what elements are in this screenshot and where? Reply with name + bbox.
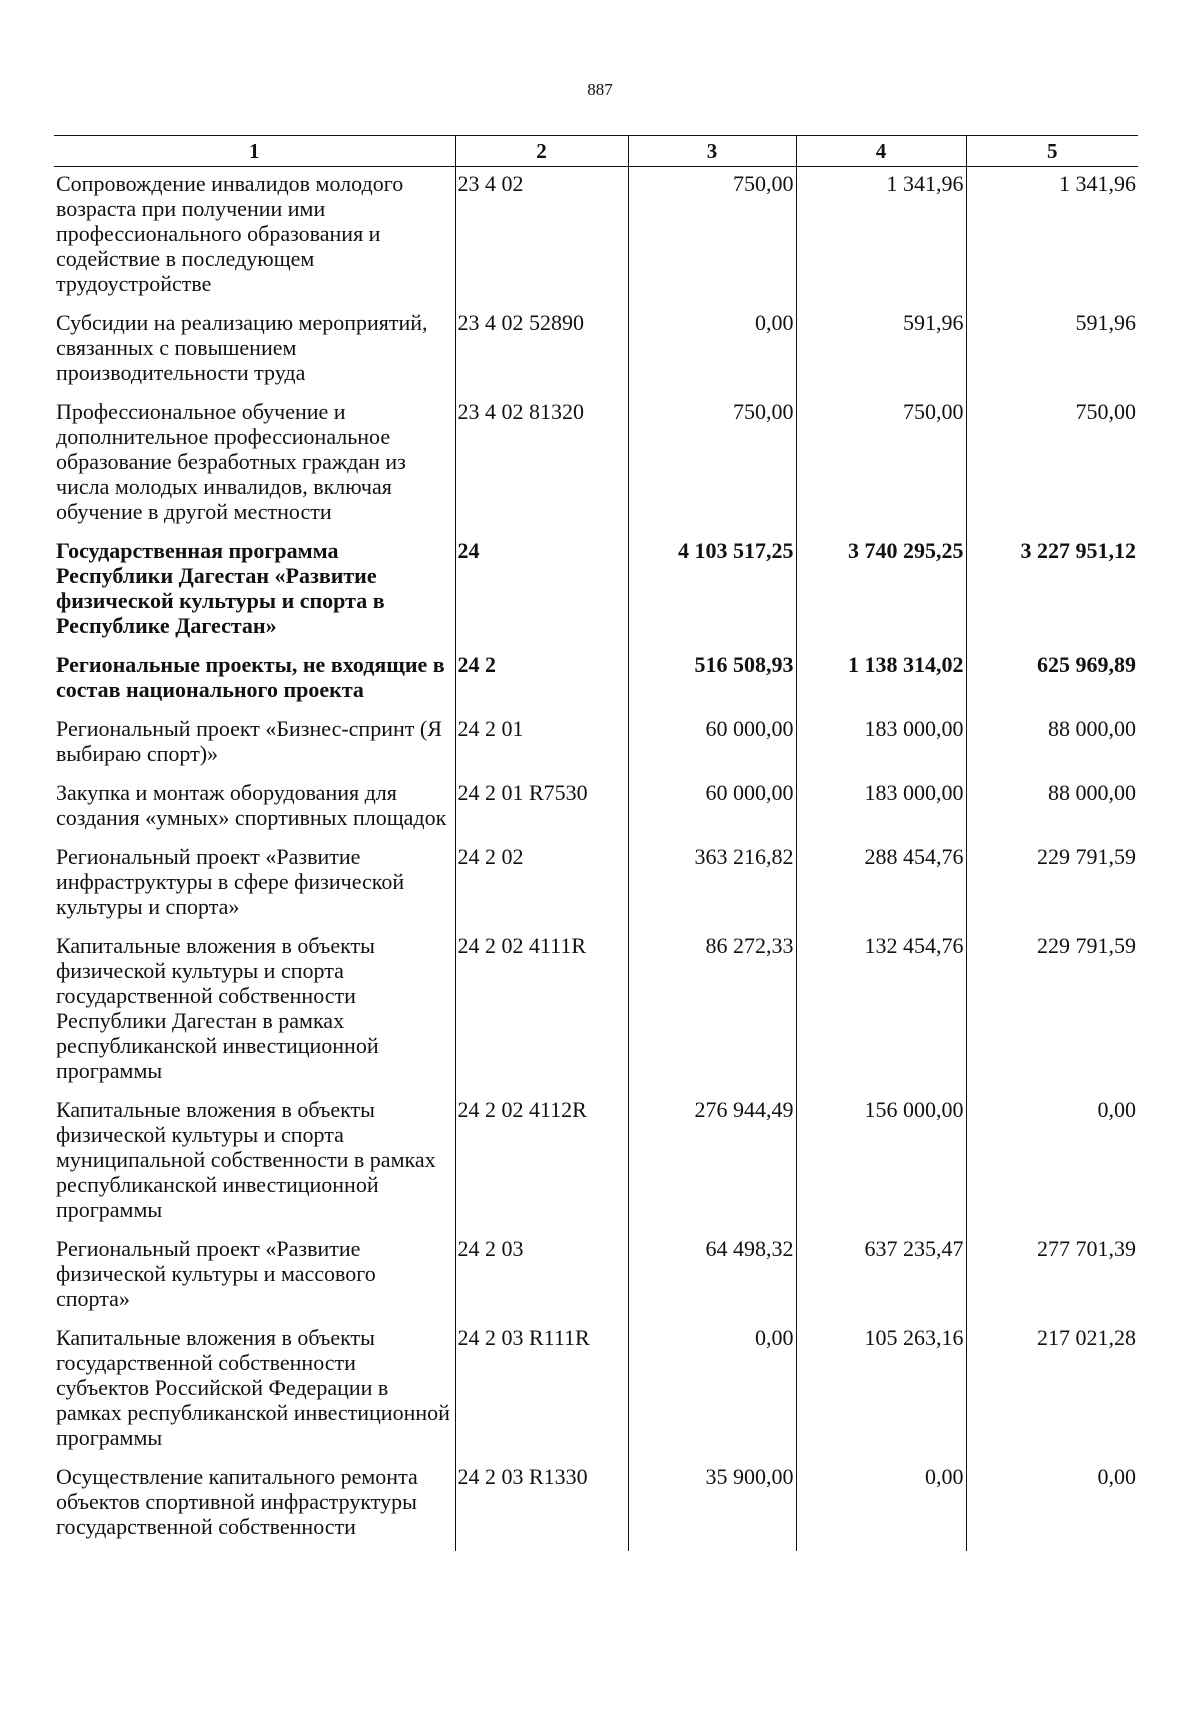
row-name: Субсидии на реализацию мероприятий, связанных с повышением производительности труда — [56, 310, 428, 385]
row-value-3: 86 272,33 — [628, 929, 796, 1093]
row-value-5: 591,96 — [966, 306, 1138, 395]
row-value-5: 229 791,59 — [966, 840, 1138, 929]
row-name: Сопровождение инвалидов молодого возраста при получении ими профессионального образования и содействие в последующем трудоустройстве — [56, 171, 404, 296]
row-value-4: 750,00 — [796, 395, 966, 534]
row-value-4: 0,00 — [796, 1460, 966, 1551]
row-value-3: 0,00 — [628, 1321, 796, 1460]
row-name: Региональный проект «Развитие инфраструктуры в сфере физической культуры и спорта» — [56, 844, 405, 919]
table-row — [54, 1093, 1138, 1232]
row-value-4: 156 000,00 — [796, 1093, 966, 1232]
column-header-code: 2 — [455, 136, 628, 167]
budget-table — [54, 135, 1138, 1551]
column-header-value-5: 5 — [966, 136, 1138, 167]
row-name: Закупка и монтаж оборудования для создания «умных» спортивных площадок — [56, 780, 447, 830]
row-name: Региональный проект «Развитие физической культуры и массового спорта» — [56, 1236, 376, 1311]
row-value-4: 637 235,47 — [796, 1232, 966, 1321]
row-name: Региональные проекты, не входящие в состав национального проекта — [56, 652, 445, 702]
row-code: 23 4 02 — [455, 167, 628, 307]
row-value-4: 132 454,76 — [796, 929, 966, 1093]
row-value-5: 229 791,59 — [966, 929, 1138, 1093]
row-value-4: 105 263,16 — [796, 1321, 966, 1460]
row-code: 23 4 02 52890 — [455, 306, 628, 395]
row-name: Государственная программа Республики Дагестан «Развитие физической культуры и спорта в Республике Дагестан» — [56, 538, 385, 638]
column-header-value-3: 3 — [628, 136, 796, 167]
row-value-3: 750,00 — [628, 395, 796, 534]
row-value-3: 35 900,00 — [628, 1460, 796, 1551]
row-code: 24 2 — [455, 648, 628, 712]
row-value-4: 1 341,96 — [796, 167, 966, 307]
row-name: Профессиональное обучение и дополнительное профессиональное образование безработных граждан из числа молодых инвалидов, включая обучение в другой местности — [56, 399, 406, 524]
row-value-3: 0,00 — [628, 306, 796, 395]
page-number: 887 — [587, 80, 613, 99]
row-value-5: 88 000,00 — [966, 776, 1138, 840]
table-row — [54, 1460, 1138, 1551]
table-row — [54, 776, 1138, 840]
row-value-4: 183 000,00 — [796, 776, 966, 840]
row-value-4: 1 138 314,02 — [796, 648, 966, 712]
header-row — [54, 136, 1138, 167]
row-value-5: 0,00 — [966, 1460, 1138, 1551]
row-code: 23 4 02 81320 — [455, 395, 628, 534]
row-code: 24 — [455, 534, 628, 648]
table-row — [54, 840, 1138, 929]
row-value-3: 64 498,32 — [628, 1232, 796, 1321]
row-value-3: 750,00 — [628, 167, 796, 307]
row-value-4: 183 000,00 — [796, 712, 966, 776]
row-code: 24 2 02 — [455, 840, 628, 929]
row-value-3: 276 944,49 — [628, 1093, 796, 1232]
table-row — [54, 712, 1138, 776]
row-code: 24 2 03 R1330 — [455, 1460, 628, 1551]
row-value-5: 0,00 — [966, 1093, 1138, 1232]
table-row — [54, 929, 1138, 1093]
row-value-4: 591,96 — [796, 306, 966, 395]
row-code: 24 2 03 — [455, 1232, 628, 1321]
row-value-3: 516 508,93 — [628, 648, 796, 712]
row-value-3: 60 000,00 — [628, 776, 796, 840]
row-name: Региональный проект «Бизнес-спринт (Я выбираю спорт)» — [56, 716, 442, 766]
table-row — [54, 395, 1138, 534]
row-value-4: 3 740 295,25 — [796, 534, 966, 648]
row-value-5: 1 341,96 — [966, 167, 1138, 307]
row-value-5: 88 000,00 — [966, 712, 1138, 776]
table-row — [54, 648, 1138, 712]
table-row — [54, 1321, 1138, 1460]
row-code: 24 2 02 4111R — [455, 929, 628, 1093]
table-row — [54, 534, 1138, 648]
row-value-5: 625 969,89 — [966, 648, 1138, 712]
row-code: 24 2 01 — [455, 712, 628, 776]
row-name: Капитальные вложения в объекты государственной собственности субъектов Российской Федерации в рамках республиканской инвестиционной программы — [56, 1325, 450, 1450]
row-code: 24 2 01 R7530 — [455, 776, 628, 840]
row-value-3: 363 216,82 — [628, 840, 796, 929]
table-row — [54, 1232, 1138, 1321]
row-code: 24 2 03 R111R — [455, 1321, 628, 1460]
row-name: Капитальные вложения в объекты физической культуры и спорта государственной собственности Республики Дагестан в рамках республиканской инвестиционной программы — [56, 933, 379, 1083]
row-value-3: 4 103 517,25 — [628, 534, 796, 648]
table-row — [54, 306, 1138, 395]
row-value-5: 277 701,39 — [966, 1232, 1138, 1321]
row-value-3: 60 000,00 — [628, 712, 796, 776]
row-value-4: 288 454,76 — [796, 840, 966, 929]
row-code: 24 2 02 4112R — [455, 1093, 628, 1232]
row-name: Капитальные вложения в объекты физической культуры и спорта муниципальной собственности в рамках республиканской инвестиционной программы — [56, 1097, 436, 1222]
row-value-5: 217 021,28 — [966, 1321, 1138, 1460]
table-row — [54, 167, 1138, 307]
column-header-value-4: 4 — [796, 136, 966, 167]
row-value-5: 3 227 951,12 — [966, 534, 1138, 648]
column-header-name: 1 — [54, 136, 455, 167]
row-name: Осуществление капитального ремонта объектов спортивной инфраструктуры государственной собственности — [56, 1464, 418, 1539]
row-value-5: 750,00 — [966, 395, 1138, 534]
